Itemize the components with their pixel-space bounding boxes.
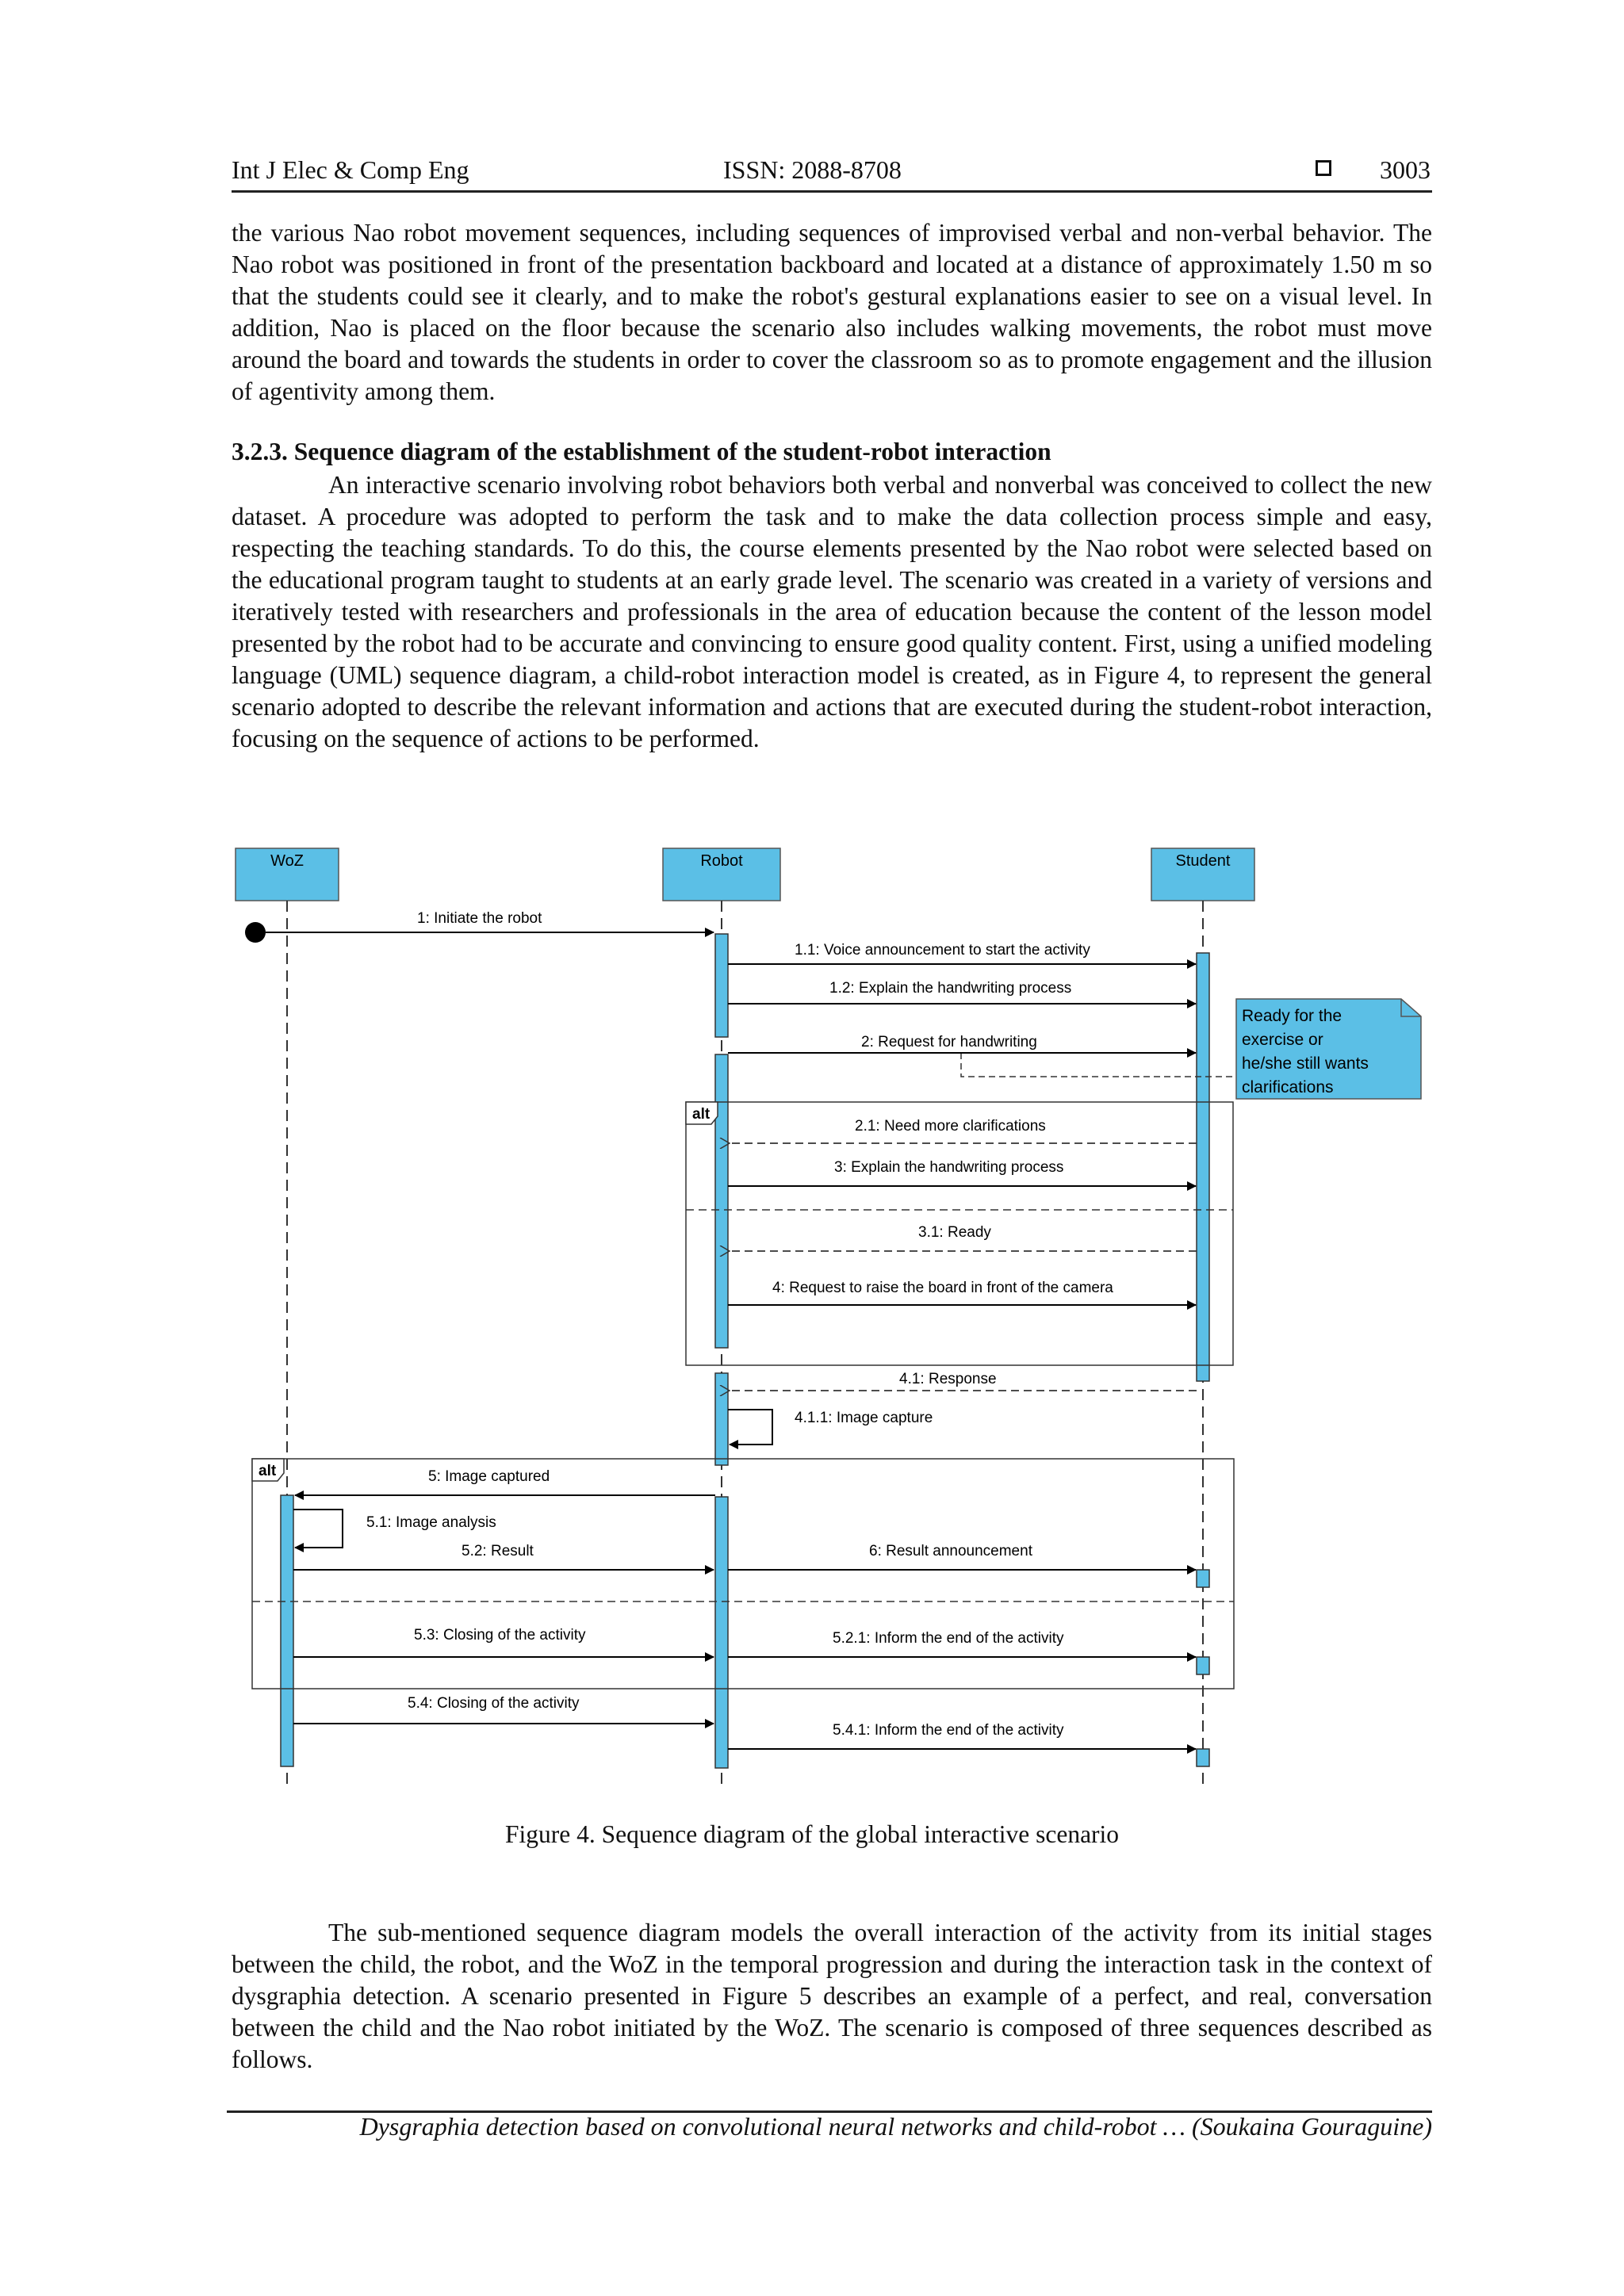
svg-text:4.1.1: Image capture: 4.1.1: Image capture — [795, 1410, 933, 1426]
page-header — [232, 154, 1432, 193]
message-3 — [728, 1159, 1196, 1186]
activation-woz — [281, 1495, 293, 1766]
checkbox-square-icon — [1316, 160, 1331, 176]
message-1 — [266, 910, 714, 932]
svg-text:5.2: Result: 5.2: Result — [462, 1543, 534, 1559]
activation-student-1 — [1197, 953, 1209, 1381]
svg-text:1.1: Voice announcement to sta: 1.1: Voice announcement to start the activity — [795, 942, 1090, 959]
message-5-4 — [293, 1695, 714, 1724]
message-4-1 — [730, 1368, 1197, 1391]
note-line-4: clarifications — [1242, 1078, 1334, 1096]
alt-fragment-2 — [252, 1459, 1234, 1689]
note-line-2: exercise or — [1242, 1031, 1323, 1049]
svg-text:4: Request to raise the board: 4: Request to raise the board in front of the camera — [772, 1280, 1113, 1296]
lifeline-head-woz — [236, 848, 339, 901]
activation-robot-4 — [715, 1497, 728, 1768]
svg-text:alt: alt — [692, 1106, 710, 1123]
activation-robot-3 — [715, 1373, 728, 1465]
activation-student-3 — [1197, 1657, 1209, 1674]
figure-caption: Figure 4. Sequence diagram of the global interactive scenario — [504, 1820, 1120, 1848]
activation-robot-2 — [715, 1054, 728, 1348]
message-3-1 — [730, 1224, 1197, 1251]
message-2-1 — [730, 1118, 1197, 1143]
lifeline-head-student — [1151, 848, 1254, 901]
issn: ISSN: 2088-8708 — [723, 155, 902, 184]
note-connector — [961, 1053, 1236, 1077]
svg-text:WoZ: WoZ — [270, 852, 304, 870]
svg-text:2: Request for handwriting: 2: Request for handwriting — [861, 1034, 1037, 1050]
message-1-1 — [728, 942, 1196, 964]
paragraph-1: the various Nao robot movement sequences, including sequences of improvised verbal and non-verbal behavior. The Nao robot was positioned in front of the presentation backboard and located at a distance of approximately 1.50 m so that the students could see it clearly, and to make the robot's gestural explanations easier to see on a visual level. In addition, Nao is placed on the floor because the scenario also includes walking movements, the robot must move around the board and towards the students in order to cover the classroom so as to promote engagement and the illusion of agentivity among them. — [232, 219, 1432, 405]
note-line-3: he/she still wants — [1242, 1054, 1369, 1073]
footer-text: Dysgraphia detection based on convolutional neural networks and child-robot … (Soukaina Gouraguine) — [359, 2112, 1432, 2141]
activation-student-2 — [1197, 1570, 1209, 1587]
message-6 — [728, 1543, 1196, 1570]
note-line-1: Ready for the — [1242, 1007, 1342, 1025]
message-5-4-1 — [728, 1722, 1196, 1749]
svg-text:1.2: Explain the handwriting p: 1.2: Explain the handwriting process — [829, 980, 1072, 997]
svg-text:5.1: Image analysis: 5.1: Image analysis — [366, 1514, 496, 1531]
svg-text:6: Result announcement: 6: Result announcement — [869, 1543, 1032, 1559]
svg-text:Robot: Robot — [700, 852, 743, 870]
message-1-2 — [728, 980, 1196, 1004]
svg-text:5.4.1: Inform the end of the a: 5.4.1: Inform the end of the activity — [833, 1722, 1064, 1739]
svg-text:3: Explain the handwriting pro: 3: Explain the handwriting process — [834, 1159, 1064, 1176]
svg-text:5.3: Closing of the activity: 5.3: Closing of the activity — [414, 1627, 586, 1644]
section-title: 3.2.3. Sequence diagram of the establishment of the student-robot interaction — [232, 438, 1051, 465]
svg-text:2.1: Need more clarifications: 2.1: Need more clarifications — [855, 1118, 1046, 1135]
initial-node — [245, 922, 266, 943]
svg-text:3.1: Ready: 3.1: Ready — [918, 1224, 991, 1241]
svg-text:1: Initiate the robot: 1: Initiate the robot — [417, 910, 542, 927]
activation-robot-1 — [715, 934, 728, 1037]
journal-name: Int J Elec & Comp Eng — [232, 155, 469, 184]
diagram-note — [1236, 999, 1421, 1099]
sequence-diagram — [232, 840, 1437, 1792]
message-5-2-1 — [728, 1630, 1196, 1657]
message-4-1-1 — [728, 1410, 933, 1445]
svg-text:5: Image captured: 5: Image captured — [428, 1468, 550, 1485]
svg-text:alt: alt — [259, 1463, 277, 1479]
message-5 — [295, 1468, 715, 1495]
lifeline-head-robot — [663, 848, 780, 901]
activation-student-4 — [1197, 1749, 1209, 1766]
message-4 — [728, 1280, 1196, 1305]
sequence-diagram-figure — [232, 840, 1437, 1792]
message-5-2 — [293, 1543, 714, 1570]
svg-text:Student: Student — [1175, 852, 1231, 870]
page-number: 3003 — [1380, 155, 1431, 184]
message-5-3 — [293, 1627, 714, 1657]
svg-text:4.1: Response: 4.1: Response — [899, 1371, 997, 1387]
message-5-1 — [293, 1510, 496, 1548]
paragraph-3: The sub-mentioned sequence diagram models the overall interaction of the activity from its initial stages between the child, the robot, and the WoZ in the temporal progression and during the interaction task in the context of dysgraphia detection. A scenario presented in Figure 5 describes an example of a perfect, and real, conversation between the child and the Nao robot initiated by the WoZ. The scenario is composed of three sequences described as follows. — [232, 1919, 1432, 2073]
paragraph-2: An interactive scenario involving robot behaviors both verbal and nonverbal was conceived to collect the new dataset. A procedure was adopted to perform the task and to make the data collection process simple and easy, respecting the teaching standards. To do this, the course elements presented by the Nao robot were selected based on the educational program taught to students at an early grade level. The scenario was created in a variety of versions and iteratively tested with researchers and professionals in the area of education because the content of the lesson model presented by the robot had to be accurate and convincing to ensure good quality content. First, using a unified modeling language (UML) sequence diagram, a child-robot interaction model is created, as in Figure 4, to represent the general scenario adopted to describe the relevant information and actions that are executed during the student-robot interaction, focusing on the sequence of actions to be performed. — [232, 471, 1432, 752]
svg-text:5.4: Closing of the activity: 5.4: Closing of the activity — [408, 1695, 580, 1712]
svg-text:5.2.1: Inform the end of the a: 5.2.1: Inform the end of the activity — [833, 1630, 1064, 1647]
message-2 — [728, 1034, 1196, 1053]
